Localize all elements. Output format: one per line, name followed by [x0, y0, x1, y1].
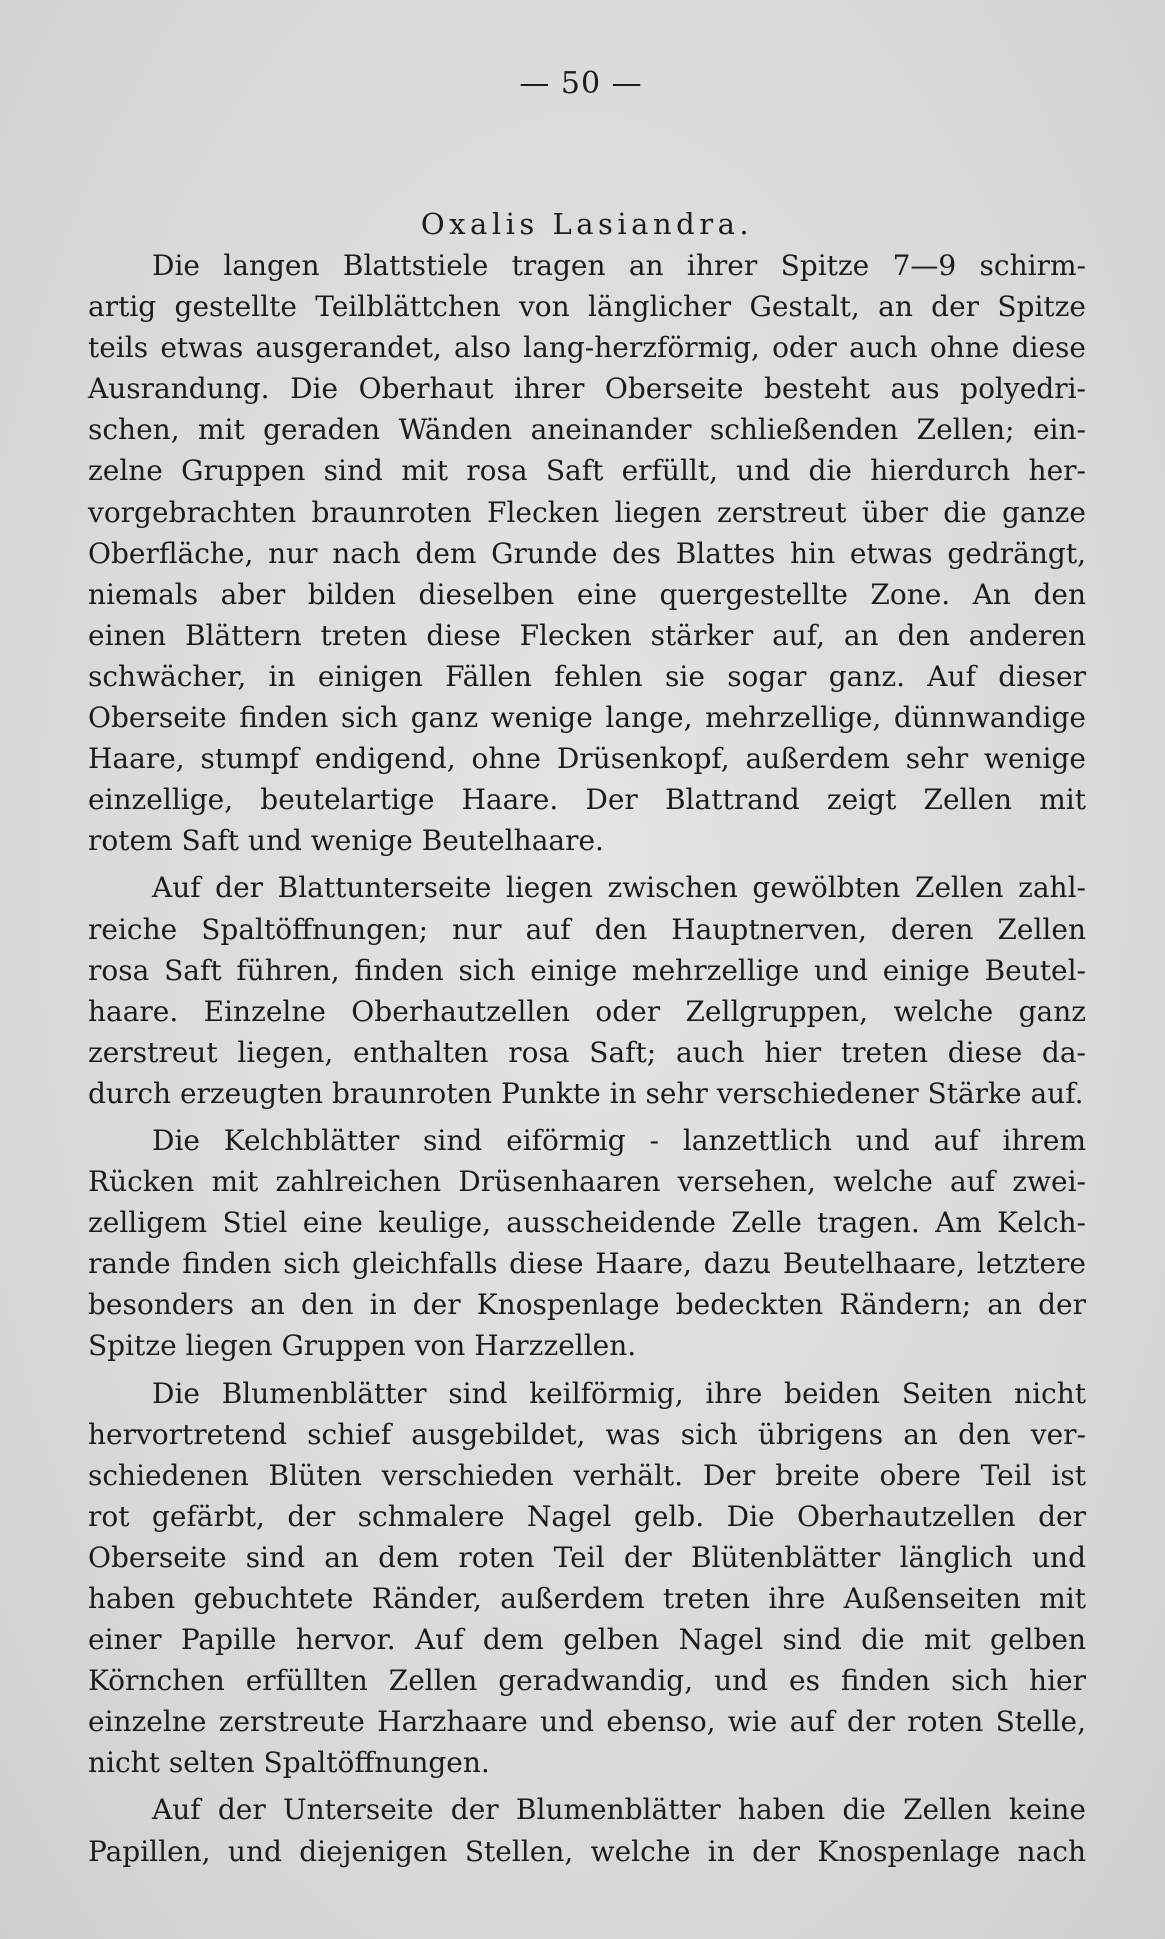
text-line: schiedenen Blüten verschieden verhält. Der breite obere Teil ist	[88, 1458, 1086, 1492]
text-line: rotem Saft und wenige Beutelhaare.	[88, 824, 604, 858]
section-title: Oxalis Lasiandra.	[420, 207, 754, 241]
text-line: einer Papille hervor. Auf dem gelben Nagel sind die mit gelben	[88, 1623, 1086, 1657]
paragraph	[88, 1120, 1086, 1367]
document-page	[88, 58, 1086, 1872]
text-line: Rücken mit zahlreichen Drüsenhaaren versehen, welche auf zwei-	[88, 1165, 1086, 1199]
text-line: durch erzeugten braunroten Punkte in sehr verschiedener Stärke auf.	[88, 1076, 1084, 1110]
text-line: schwächer, in einigen Fällen fehlen sie sogar ganz. Auf dieser	[88, 659, 1086, 693]
text-line: reiche Spaltöffnungen; nur auf den Hauptnerven, deren Zellen	[88, 912, 1086, 946]
text-line: rosa Saft führen, finden sich einige mehrzellige und einige Beutel-	[88, 953, 1086, 987]
text-line: Auf der Unterseite der Blumenblätter haben die Zellen keine	[152, 1793, 1086, 1827]
text-line: zerstreut liegen, enthalten rosa Saft; auch hier treten diese da-	[88, 1035, 1086, 1069]
text-line: Oberfläche, nur nach dem Grunde des Blattes hin etwas gedrängt,	[88, 536, 1086, 570]
paragraph	[88, 1789, 1086, 1871]
paragraph	[88, 245, 1086, 861]
text-line: rot gefärbt, der schmalere Nagel gelb. Die Oberhautzellen der	[88, 1499, 1086, 1533]
paragraph	[88, 1373, 1086, 1784]
text-line: artig gestellte Teilblättchen von länglicher Gestalt, an der Spitze	[88, 290, 1086, 324]
text-line: Spitze liegen Gruppen von Harzzellen.	[88, 1329, 637, 1363]
text-line: rande finden sich gleichfalls diese Haare, dazu Beutelhaare, letztere	[88, 1247, 1086, 1281]
text-line: Haare, stumpf endigend, ohne Drüsenkopf, außerdem sehr wenige	[88, 742, 1086, 776]
text-line: Oberseite sind an dem roten Teil der Blütenblätter länglich und	[88, 1540, 1086, 1574]
text-line: Die langen Blattstiele tragen an ihrer Spitze 7—9 schirm-	[152, 249, 1086, 282]
text-line: Papillen, und diejenigen Stellen, welche in der Knospenlage nach	[88, 1834, 1086, 1868]
text-line: zelligem Stiel eine keulige, ausscheidende Zelle tragen. Am Kelch-	[88, 1206, 1086, 1240]
text-line: schen, mit geraden Wänden aneinander schließenden Zellen; ein-	[88, 413, 1086, 447]
text-line: Ausrandung. Die Oberhaut ihrer Oberseite besteht aus polyedri-	[88, 372, 1086, 406]
page-number: — 50 —	[519, 66, 643, 101]
body-text	[88, 245, 1086, 1872]
text-line: vorgebrachten braunroten Flecken liegen zerstreut über die ganze	[88, 495, 1086, 529]
paragraph	[88, 867, 1086, 1114]
text-line: Oberseite finden sich ganz wenige lange, mehrzellige, dünnwandige	[88, 701, 1086, 735]
text-line: einzelne zerstreute Harzhaare und ebenso, wie auf der roten Stelle,	[88, 1705, 1086, 1739]
text-line: nicht selten Spaltöffnungen.	[88, 1746, 490, 1780]
text-line: teils etwas ausgerandet, also lang-herzförmig, oder auch ohne diese	[88, 331, 1086, 365]
text-line: zelne Gruppen sind mit rosa Saft erfüllt, und die hierdurch her-	[88, 454, 1086, 488]
text-line: besonders an den in der Knospenlage bedeckten Rändern; an der	[88, 1288, 1086, 1322]
text-line: einen Blättern treten diese Flecken stärker auf, an den anderen	[88, 618, 1086, 652]
text-line: Körnchen erfüllten Zellen geradwandig, und es finden sich hier	[88, 1664, 1086, 1698]
text-line: Die Kelchblätter sind eiförmig - lanzettlich und auf ihrem	[152, 1123, 1086, 1157]
text-line: einzellige, beutelartige Haare. Der Blattrand zeigt Zellen mit	[88, 783, 1086, 817]
text-line: hervortretend schief ausgebildet, was sich übrigens an den ver-	[88, 1417, 1086, 1451]
text-line: haare. Einzelne Oberhautzellen oder Zellgruppen, welche ganz	[88, 994, 1086, 1028]
text-line: Die Blumenblätter sind keilförmig, ihre beiden Seiten nicht	[152, 1376, 1086, 1410]
text-line: niemals aber bilden dieselben eine quergestellte Zone. An den	[88, 577, 1086, 611]
text-line: Auf der Blattunterseite liegen zwischen gewölbten Zellen zahl-	[152, 871, 1086, 905]
text-line: haben gebuchtete Ränder, außerdem treten ihre Außenseiten mit	[88, 1582, 1086, 1615]
